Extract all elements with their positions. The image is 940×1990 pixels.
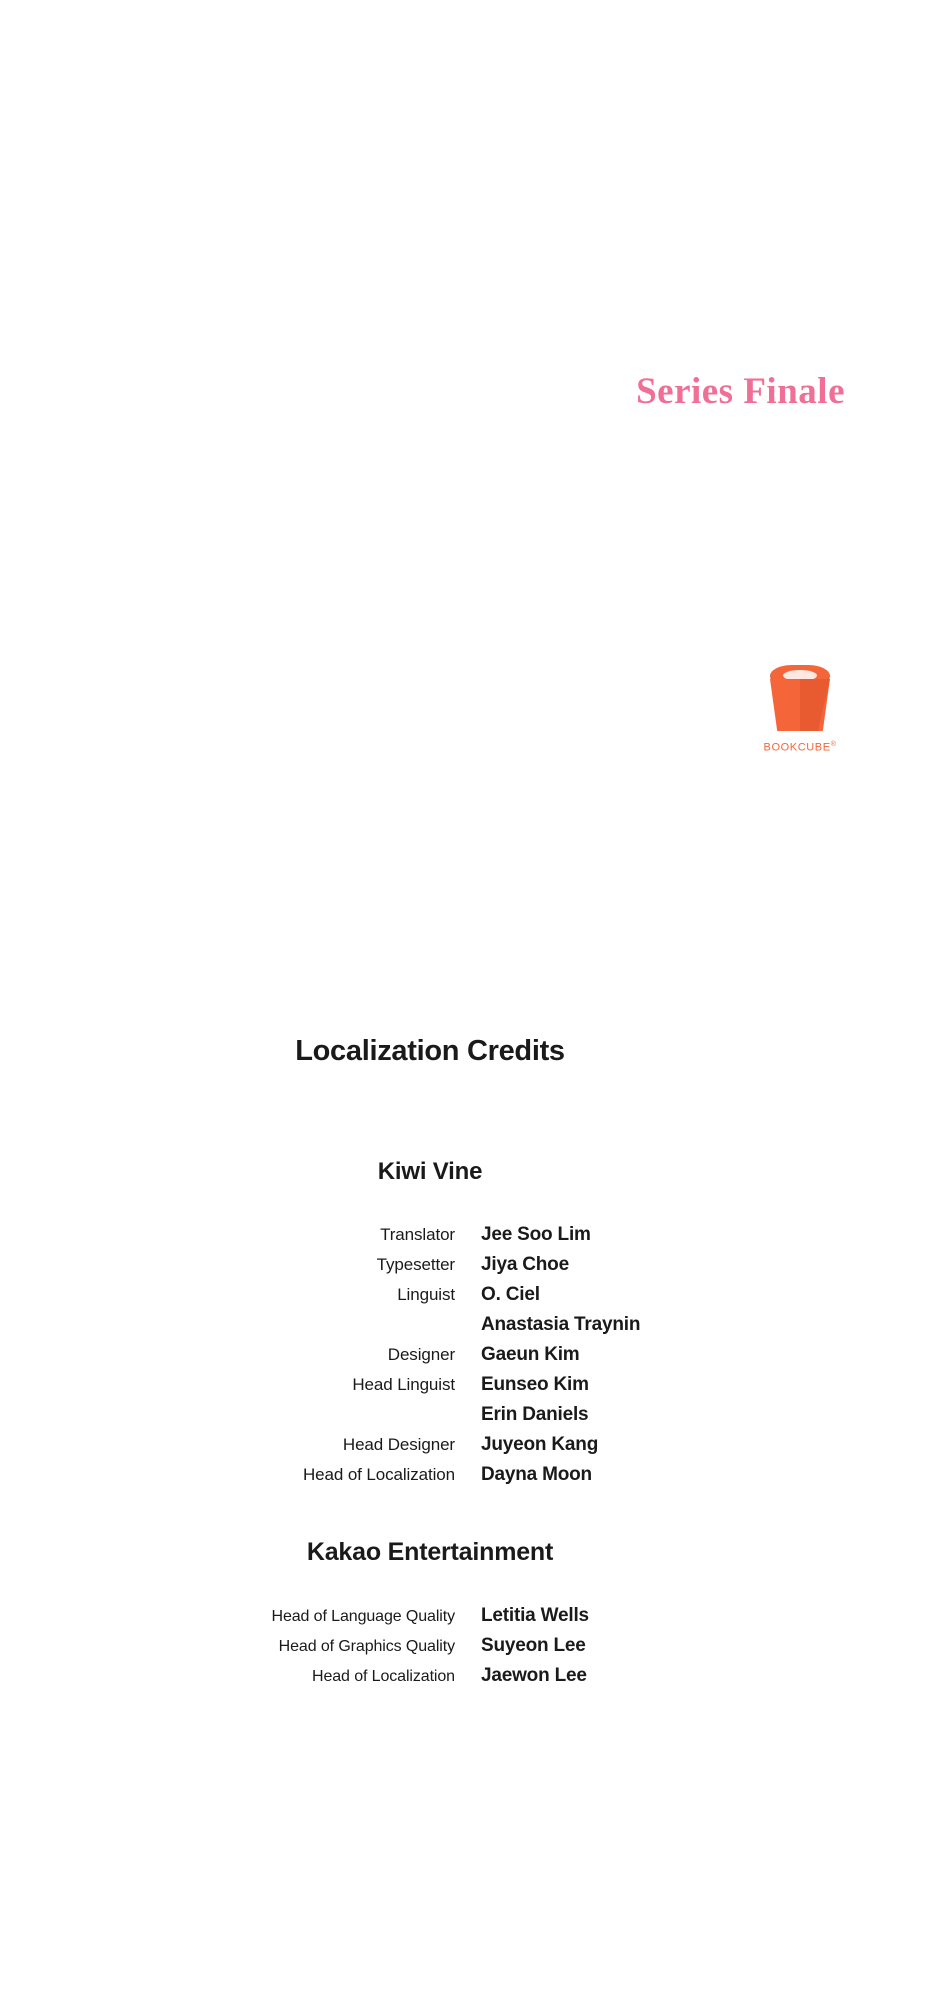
credit-row: [0, 1284, 940, 1306]
credit-row: [0, 1635, 940, 1657]
bookcube-wordmark-text: BOOKCUBE: [763, 741, 831, 754]
credit-name: Jaewon Lee: [481, 1665, 587, 1686]
credit-role: Translator: [380, 1225, 455, 1244]
credit-name: Dayna Moon: [481, 1464, 592, 1485]
credit-row: [0, 1605, 940, 1627]
credit-row: [0, 1665, 940, 1687]
credit-role: Linguist: [397, 1285, 455, 1304]
credits-title: Localization Credits: [295, 1035, 565, 1067]
cube-icon: [767, 665, 833, 737]
credit-name: Jiya Choe: [481, 1254, 569, 1275]
credit-name: Jee Soo Lim: [481, 1224, 591, 1245]
credit-row: [0, 1224, 940, 1246]
credit-row: [0, 1434, 940, 1456]
credit-group-name: Kakao Entertainment: [306, 1538, 554, 1566]
credit-name: Juyeon Kang: [481, 1434, 599, 1455]
localization-credits-section: [0, 1035, 940, 1739]
credit-row: [0, 1254, 940, 1276]
credit-name: Anastasia Traynin: [481, 1314, 641, 1335]
credit-rows: [0, 1605, 940, 1687]
trademark-symbol: ®: [830, 741, 837, 748]
credit-name: Eunseo Kim: [481, 1374, 589, 1395]
credit-name: Erin Daniels: [481, 1404, 589, 1425]
credit-role: Typesetter: [376, 1255, 455, 1274]
credit-rows: [0, 1224, 940, 1486]
credit-name: Letitia Wells: [481, 1605, 589, 1626]
credit-row: [0, 1404, 940, 1426]
credit-role: Head Linguist: [352, 1375, 455, 1394]
bookcube-logo: [757, 665, 843, 754]
series-finale-heading: Series Finale: [636, 371, 845, 412]
credit-role: Head Designer: [342, 1435, 455, 1454]
credit-row: [0, 1344, 940, 1366]
credit-row: [0, 1464, 940, 1486]
credit-row: [0, 1374, 940, 1396]
credit-name: O. Ciel: [481, 1284, 540, 1305]
credit-name: Suyeon Lee: [481, 1635, 586, 1656]
bookcube-wordmark: [757, 741, 843, 754]
credit-row: [0, 1314, 940, 1336]
credit-group-kiwi-vine: [0, 1158, 940, 1486]
credit-role: Head of Language Quality: [271, 1608, 455, 1625]
credit-group-kakao-entertainment: [0, 1538, 940, 1687]
credit-group-name: Kiwi Vine: [377, 1158, 483, 1185]
credit-role: Head of Graphics Quality: [278, 1638, 455, 1655]
credit-name: Gaeun Kim: [481, 1344, 580, 1365]
credit-role: Head of Localization: [312, 1668, 455, 1685]
credit-role: Head of Localization: [302, 1465, 455, 1484]
credit-role: Designer: [387, 1345, 455, 1364]
